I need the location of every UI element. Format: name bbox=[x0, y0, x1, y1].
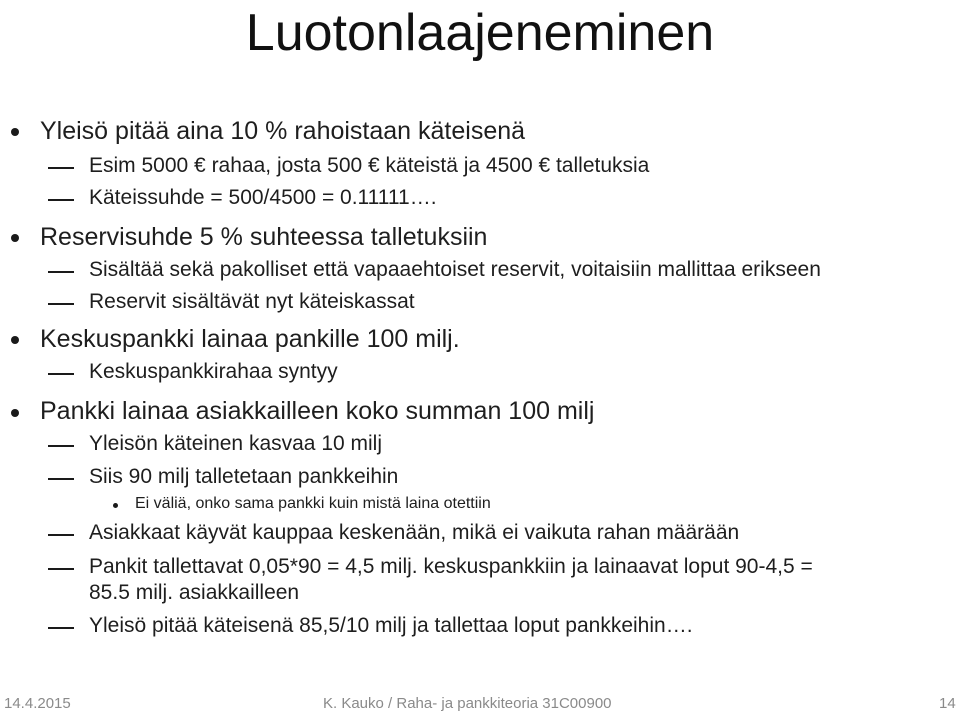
dash-marker bbox=[48, 627, 74, 629]
sub-bullet-text: Esim 5000 € rahaa, josta 500 € käteistä ja 4500 € talletuksia bbox=[89, 154, 650, 177]
small-bullet-marker bbox=[113, 503, 118, 508]
sub-bullet-text: Reservit sisältävät nyt käteiskassat bbox=[89, 290, 415, 313]
dash-marker bbox=[48, 445, 74, 447]
bullet-text: Yleisö pitää aina 10 % rahoistaan käteisenä bbox=[40, 117, 526, 145]
dash-marker bbox=[48, 167, 74, 169]
dash-marker bbox=[48, 373, 74, 375]
slide-title: Luotonlaajeneminen bbox=[245, 4, 715, 62]
sub-bullet-text: Asiakkaat käyvät kauppaa keskenään, mikä ei vaikuta rahan määrään bbox=[89, 521, 740, 544]
dash-marker bbox=[48, 568, 74, 570]
sub-bullet-text: Käteissuhde = 500/4500 = 0.11111…. bbox=[89, 186, 437, 209]
bullet-text: Reservisuhde 5 % suhteessa talletuksiin bbox=[40, 223, 488, 251]
sub-sub-bullet-text: Ei väliä, onko sama pankki kuin mistä laina otettiin bbox=[135, 495, 491, 512]
sub-bullet-text: Pankit tallettavat 0,05*90 = 4,5 milj. keskuspankkiin ja lainaavat loput 90-4,5 = bbox=[89, 555, 813, 578]
bullet-marker bbox=[11, 128, 19, 136]
bullet-marker bbox=[11, 409, 19, 417]
footer-author-course: K. Kauko / Raha- ja pankkiteoria 31C00900 bbox=[323, 695, 612, 712]
sub-bullet-text: Siis 90 milj talletetaan pankkeihin bbox=[89, 465, 399, 488]
dash-marker bbox=[48, 534, 74, 536]
dash-marker bbox=[48, 303, 74, 305]
sub-bullet-text: Keskuspankkirahaa syntyy bbox=[89, 360, 338, 383]
bullet-text: Pankki lainaa asiakkailleen koko summan 100 milj bbox=[40, 397, 595, 425]
bullet-marker bbox=[11, 336, 19, 344]
sub-bullet-text: Yleisön käteinen kasvaa 10 milj bbox=[89, 432, 382, 455]
dash-marker bbox=[48, 271, 74, 273]
footer-page-number: 14 bbox=[939, 695, 956, 712]
bullet-text: Keskuspankki lainaa pankille 100 milj. bbox=[40, 325, 460, 353]
footer-date: 14.4.2015 bbox=[4, 695, 71, 712]
sub-bullet-text: Yleisö pitää käteisenä 85,5/10 milj ja tallettaa loput pankkeihin…. bbox=[89, 614, 693, 637]
sub-bullet-text: Sisältää sekä pakolliset että vapaaehtoiset reservit, voitaisiin mallittaa erikseen bbox=[89, 258, 821, 281]
dash-marker bbox=[48, 478, 74, 480]
bullet-marker bbox=[11, 234, 19, 242]
dash-marker bbox=[48, 199, 74, 201]
sub-bullet-continuation-text: 85.5 milj. asiakkailleen bbox=[89, 581, 300, 604]
